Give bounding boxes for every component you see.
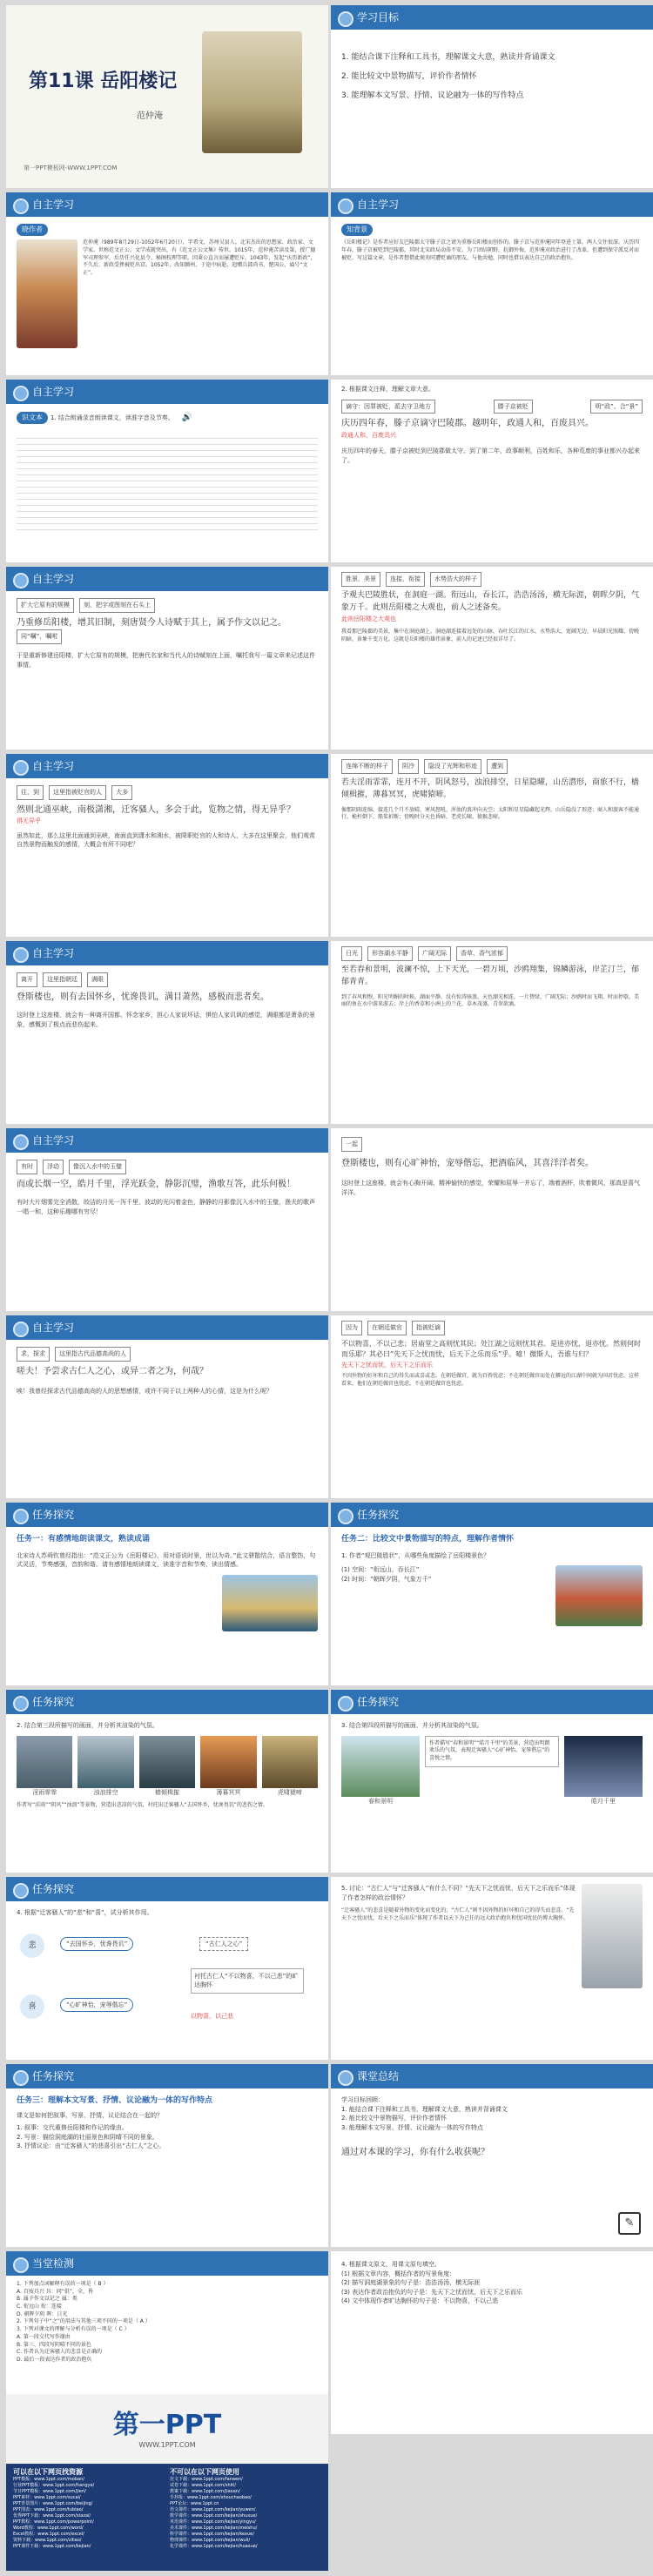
- scene-picture: [262, 1736, 318, 1788]
- slide-para1: [331, 380, 653, 562]
- slide-para5b: [331, 1315, 653, 1498]
- quiz-line: (3) 表达作者政治抱负的句子是：先天下之忧而忧，后天下之乐而乐: [341, 2288, 523, 2296]
- slide-header: 自主学习: [6, 192, 328, 217]
- restricted-link[interactable]: 范文下载：www.1ppt.com/fanwen/: [170, 2477, 243, 2482]
- author-portrait: [17, 239, 77, 348]
- restricted-link[interactable]: 物理课件：www.1ppt.com/kejian/wuli/: [170, 2538, 251, 2543]
- scene-picture: [139, 1736, 195, 1788]
- slide-para4c: [331, 1128, 653, 1311]
- analysis: 作者描写“春和景明”“皓月千里”的美景，营造出明朗欢乐的气氛，表现迁客骚人“心旷神怡，宠辱偕忘”的喜悦之情。: [425, 1736, 559, 1767]
- translation: 唉！我曾经探求古代品德高尚的人的思想感情，或许不同于以上两种人的心情，这是为什么呢？: [17, 1388, 273, 1396]
- source-sentence: 然则北通巫峡，南极潇湘，迁客骚人，多会于此，览物之情，得无异乎？: [17, 804, 295, 815]
- tower-painting: [202, 31, 302, 153]
- restricted-link[interactable]: 数学课件：www.1ppt.com/kejian/shuxue/: [170, 2513, 258, 2519]
- note-box: 满眼: [87, 972, 108, 987]
- slide-header: 任务探究: [6, 1877, 328, 1901]
- note-box: 大多: [111, 785, 132, 800]
- resource-link[interactable]: Word教程：www.1ppt.com/word/: [13, 2526, 84, 2531]
- reading-hint: 1. 结合朗诵录音朗读课文，读准字音及节奏。: [50, 414, 174, 421]
- note-box: 在朝廷做官: [367, 1321, 407, 1335]
- restricted-link[interactable]: 美术课件：www.1ppt.com/kejian/meishu/: [170, 2526, 258, 2531]
- node-happy: 喜: [20, 1994, 44, 2019]
- restricted-link[interactable]: PPT论坛：www.1ppt.cn: [170, 2501, 219, 2506]
- slide-author: [6, 192, 328, 375]
- slide-goals: [331, 5, 653, 188]
- resource-link[interactable]: PPT图表：www.1ppt.com/tubiao/: [13, 2507, 84, 2512]
- slide-header: 自主学习: [331, 192, 653, 217]
- translation: 这时登上这座楼，就会有一种离开国都、怀念家乡，担心人家说坏话、惧怕人家讥讽的感觉，满眼都是萧条的景象，感慨到了极点而悲伤起来。: [17, 1012, 315, 1028]
- scene-caption: 皓月千里: [591, 1797, 616, 1805]
- slide-emotion-map: [6, 1877, 328, 2060]
- happy-quote: “心旷神怡，宠辱偕忘”: [60, 1998, 133, 2013]
- slide-header: 任务探究: [331, 1503, 653, 1527]
- translation: 到了春风和煦、阳光明媚的时候，湖面平静，没有惊涛骇浪，天色湖光相连，一片碧绿，广阔无际；沙鸥时而飞翔，时而停歇，美丽的鱼在水中游来游去；岸上的香草和小洲上的兰花，草木茂盛，青翠欲滴。: [341, 993, 640, 1008]
- side-note: 衬托古仁人“不以物喜，不以己悲”的旷达胸怀: [191, 1968, 304, 1994]
- task-title: 任务三：理解本文写景、抒情、议论融为一体的写作特点: [17, 2096, 213, 2105]
- quiz-line: A. 第一段交代写作缘由: [17, 2333, 71, 2340]
- right-links-title: 不可以在以下网页使用: [170, 2468, 239, 2476]
- note-box: 刻，把字或图刻在石头上: [79, 598, 155, 613]
- author-name: 范仲淹: [137, 111, 163, 121]
- slide-header: 任务探究: [331, 1690, 653, 1714]
- lead: 学习目标回顾：: [341, 2096, 384, 2103]
- restricted-link[interactable]: 试卷下载：www.1ppt.com/shiti/: [170, 2483, 237, 2488]
- quiz-line: D. 朝晖夕阴 晖：日光: [17, 2310, 68, 2317]
- source-sentence: 予观夫巴陵胜状，在洞庭一湖。衔远山，吞长江，浩浩汤汤，横无际涯，朝晖夕阴，气象万千。此则岳阳楼之大观也，前人之述备矣。: [341, 590, 640, 612]
- source-sentence: 不以物喜，不以己悲；居庙堂之高则忧其民；处江湖之远则忧其君。是进亦忧，退亦忧。然则何时而乐耶？其必曰“先天下之忧而忧，后天下之乐而乐”乎。噫！微斯人，吾谁与归？: [341, 1339, 641, 1359]
- resource-link[interactable]: PPT素材：www.1ppt.com/sucai/: [13, 2495, 81, 2500]
- scene-caption: 浊浪排空: [93, 1788, 118, 1796]
- hint: 2. 结合第三段所描写的画面，并分析其渲染的气氛。: [17, 1722, 158, 1729]
- resource-link[interactable]: PPT教程：www.1ppt.com/powerpoint/: [13, 2519, 94, 2525]
- note-box: 广阔无际: [418, 946, 451, 961]
- scene-picture: [341, 1736, 420, 1797]
- slide-para3: [331, 754, 653, 937]
- tower-picture: [555, 1565, 643, 1626]
- quiz-line: 4. 根据课文原文，用课文原句填空。: [341, 2261, 441, 2268]
- slide-header: 任务探究: [6, 1690, 328, 1714]
- source-sentence: 至若春和景明，波澜不惊，上下天光，一碧万顷，沙鸥翔集，锦鳞游泳，岸芷汀兰，郁郁青青。: [341, 965, 640, 986]
- background-text: 《岳阳楼记》是作者应好友巴陵郡太守滕子京之请为重修岳阳楼而创作的。滕子京与范仲淹同年登进士第，两人交往很深。庆历四年春，滕子京被贬到巴陵郡，其时北宋政局动荡不安。为了团结朝野，抗御外侮，范仲淹对政治进行了改革，但遭到保守派反对而被贬。写这篇文章，是作者想借此规劝同遭贬谪的朋友，与他共勉，同时也借以表达自己的政治抱负。: [341, 239, 640, 261]
- section-label: 晓作者: [17, 224, 48, 236]
- quiz-line: (4) 文中体现作者旷达胸怀的句子是：不以物喜，不以己悲: [341, 2297, 499, 2304]
- scene-picture: [564, 1736, 643, 1797]
- sad-quote: “去国怀乡，忧谗畏讥”: [60, 1937, 133, 1952]
- slide-header: 任务探究: [6, 2064, 328, 2088]
- source-sentence: 若夫淫雨霏霏，连月不开，阴风怒号，浊浪排空，日星隐曜，山岳潜形，商旅不行，樯倾楫摧，薄暮冥冥，虎啸猿啼。: [341, 777, 640, 799]
- note-box: 阴冷: [398, 759, 419, 774]
- goal-item: 2. 能比较文中景物描写，评价作者情怀: [341, 71, 477, 81]
- scholar-picture: [582, 1884, 643, 1988]
- restricted-link[interactable]: 语文课件：www.1ppt.com/kejian/yuwen/: [170, 2507, 256, 2512]
- note-box: 形容湖水平静: [367, 946, 413, 961]
- answer-item: 2. 写景：描绘洞庭湖的壮丽景色和阴晴不同的景象。: [17, 2133, 158, 2141]
- slide-footer: [6, 2394, 328, 2571]
- quiz-line: (2) 描写洞庭湖景象的句子是：浩浩汤汤，横无际涯: [341, 2279, 481, 2286]
- goal-item: 2. 能比较文中景物描写，评价作者情怀: [341, 2115, 447, 2122]
- task-question: 课文是如何把叙事、写景、抒情、议论结合在一起的？: [17, 2111, 163, 2119]
- answer-item: 3. 抒情议论：由“迁客骚人”的悲喜引出“古仁人”之心。: [17, 2142, 165, 2150]
- slide-header: 自主学习: [6, 380, 328, 404]
- highlight: 先天下之忧而忧，后天下之乐而乐: [341, 1361, 433, 1369]
- goal-item: 3. 能理解本文写景、抒情、议论融为一体的写作特点: [341, 2123, 483, 2131]
- slide-header: 学习目标: [331, 5, 653, 30]
- restricted-link[interactable]: 化学课件：www.1ppt.com/kejian/huaxue/: [170, 2544, 258, 2549]
- slide-header: 课堂总结: [331, 2064, 653, 2088]
- page-title: 第11课 岳阳楼记: [29, 71, 178, 92]
- slide-task2: [331, 1503, 653, 1685]
- resource-link[interactable]: PPT模板：www.1ppt.com/moban/: [13, 2477, 84, 2482]
- resource-link[interactable]: Excel教程：www.1ppt.com/excel/: [13, 2532, 84, 2537]
- slide-summary: [331, 2064, 653, 2247]
- slide-quiz2: [331, 2251, 653, 2434]
- quiz-line: (1) 根据文章内容，概括作者的写景角度：: [341, 2270, 456, 2277]
- highlight: 此则岳阳楼之大观也: [341, 615, 396, 622]
- slide-header: 自主学习: [6, 1315, 328, 1340]
- translation: 有时大片烟雾完全消散，皎洁的月光一泻千里，波动的光闪着金色，静静的月影像沉入水中的玉璧，渔夫的歌声一唱一和，这种乐趣哪有穷尽！: [17, 1199, 315, 1215]
- goal-item: 1. 能结合课下注释和工具书，理解课文大意，熟读并背诵课文: [341, 53, 555, 62]
- slide-task1: [6, 1503, 328, 1685]
- restricted-link[interactable]: 教案下载：www.1ppt.com/jiaoan/: [170, 2489, 240, 2494]
- quiz-line: B. 属予作文以记之 属：类: [17, 2296, 77, 2303]
- note-box: 香草，香气浓郁: [456, 946, 508, 961]
- translation: 于是重新修建岳阳楼，扩大它原有的规模，把唐代名家和当代人的诗赋刻在上面，嘱托我写一篇文章来记述这件事情。: [17, 652, 315, 669]
- scene-caption: 淫雨霏霏: [32, 1788, 57, 1796]
- quiz-line: A. 百废具兴 具：同“俱”，全，皆: [17, 2288, 93, 2295]
- slide-para4: [331, 941, 653, 1124]
- resource-link[interactable]: PPT课件下载：www.1ppt.com/kejian/: [13, 2544, 91, 2549]
- resource-link[interactable]: PPT背景图片：www.1ppt.com/beijing/: [13, 2501, 93, 2506]
- note-box: 求，探求: [17, 1347, 50, 1362]
- ancient-heart: “古仁人之心”: [199, 1937, 248, 1952]
- goal-item: 1. 能结合课下注释和工具书，理解课文大意，熟读并背诵课文: [341, 2105, 508, 2113]
- slide-background: [331, 192, 653, 375]
- highlight: 得无异乎: [17, 817, 41, 825]
- resource-link[interactable]: 优秀PPT下载：www.1ppt.com/xiazai/: [13, 2513, 91, 2519]
- conclusion: 以物喜，以己悲: [191, 2012, 233, 2020]
- highlight: 政通人和，百废具兴: [341, 431, 396, 439]
- landscape-picture: [222, 1575, 318, 1631]
- source-sentence: 登斯楼也，则有心旷神怡，宠辱偕忘，把酒临风，其喜洋洋者矣。: [341, 1158, 594, 1168]
- note-box: 隐没了光辉和形迹: [424, 759, 481, 774]
- author-intro: 范仲淹（989年8月29日-1052年6月20日），字希文，苏州吴县人。北宋杰出的思想家、政治家、文学家。世称范文正公。文学成就突出，有《范文正公文集》传世。1015年，范仲淹苦读及第，授广德军司理参军，后历任兴化县令、秘阁校理等职。因秉公直言而屡遭贬斥。1043年，发起“庆历新政”，不久后，新政受挫被贬出京。1052年，改知颍州，于途中病逝，追赠兵部尚书、楚国公，谥号“文正”。: [83, 239, 316, 277]
- scene-picture: [200, 1736, 256, 1788]
- hint: 2. 根据课文注释，理解文章大意。: [341, 386, 434, 393]
- task-title: 任务一：有感情地朗读课文，熟读成诵: [17, 1535, 151, 1544]
- translation: 这时登上这座楼，就会有心胸开阔、精神愉快的感觉，荣耀和屈辱一并忘了，端着酒杯，吹着微风，那真是喜气洋洋。: [341, 1180, 640, 1196]
- quiz-line: 1. 下列加点词解释有误的一项是（ B ）: [17, 2281, 109, 2287]
- resource-link[interactable]: 节日PPT模板：www.1ppt.com/jieri/: [13, 2489, 86, 2494]
- source-sentence: 乃重修岳阳楼，增其旧制，刻唐贤今人诗赋于其上，属予作文以记之。: [17, 617, 286, 628]
- restricted-link[interactable]: 手抄报：www.1ppt.com/shouchaobao/: [170, 2495, 252, 2500]
- note-box: 连接，衔接: [386, 572, 425, 587]
- note-box: 浮动: [43, 1160, 64, 1174]
- quiz-line: C. 作者认为迁客骚人的悲喜是正确的: [17, 2349, 103, 2356]
- scene-caption: 虎啸猿啼: [277, 1788, 302, 1796]
- source-sentence: 嗟夫！予尝求古仁人之心，或异二者之为，何哉？: [17, 1366, 208, 1376]
- slide-scenes-sad: [6, 1690, 328, 1873]
- note-box: 连绵不断的样子: [341, 759, 393, 774]
- slide-para3b: [6, 941, 328, 1124]
- quiz-line: 2. 下列句子中“之”的用法与其他三项不同的一项是（ A ）: [17, 2318, 151, 2325]
- note-box: 像沉入水中的玉璧: [69, 1160, 126, 1174]
- slide-reading: [6, 380, 328, 562]
- note-box: 这里指被贬官的人: [49, 785, 106, 800]
- note-box: 明“政”、合“景”: [590, 400, 643, 414]
- text-lines-placeholder: [17, 433, 318, 535]
- source-sentence: 庆历四年春，滕子京谪守巴陵郡。越明年，政通人和，百废具兴。: [341, 419, 594, 429]
- closing-question: 通过对本课的学习，你有什么收获呢？: [341, 2148, 489, 2157]
- section-label: 知背景: [341, 224, 373, 236]
- slide-para2b: [6, 754, 328, 937]
- note-box: 因为: [341, 1321, 362, 1335]
- scene-caption: 薄暮冥冥: [216, 1788, 241, 1796]
- note-box: 胜景，美景: [341, 572, 380, 587]
- quiz-line: D. 最后一段表达作者的政治抱负: [17, 2356, 92, 2363]
- site-mark: 第一PPT模板网-WWW.1PPT.COM: [24, 165, 118, 172]
- note-box: 有时: [17, 1160, 37, 1174]
- restricted-link[interactable]: 科学课件：www.1ppt.com/kejian/kexue/: [170, 2532, 254, 2537]
- note-box: 水势浩大的样子: [430, 572, 481, 587]
- translation: 不因外物的好坏和自己的得失而或喜或悲。在朝廷做官，就为百姓忧虑；不在朝廷做官而处在僻远的江湖中间就为国君忧虑。这样看来，他们在朝廷做官也忧虑，不在朝廷做官也忧虑。: [341, 1373, 640, 1387]
- slide-header: 自主学习: [6, 941, 328, 965]
- task-title: 任务二：比较文中景物描写的特点，理解作者情怀: [341, 1535, 515, 1544]
- slide-header: 自主学习: [6, 1128, 328, 1153]
- quiz-line: B. 第三、四段写阴晴不同的景色: [17, 2341, 91, 2348]
- slide-para1b: [6, 567, 328, 750]
- answer-text: “迁客骚人”的悲喜是随着外物的变化而变化的；“古仁人”则不因外物的好坏和自己的得失而悲喜。“先天下之忧而忧，后天下之乐而乐”体现了作者以天下为己任的远大政治抱负和忧国忧民的博大胸怀。: [341, 1907, 575, 1921]
- speaker-icon[interactable]: 🔊: [181, 413, 193, 422]
- note-box: 遭到: [487, 759, 508, 774]
- slide-task3: [6, 2064, 328, 2247]
- brand-logo: 第一PPT: [112, 2410, 222, 2440]
- slide-header: 自主学习: [6, 754, 328, 778]
- slide-header: 当堂检测: [6, 2251, 328, 2276]
- translation: 我看那巴陵郡的美景，集中在洞庭湖上。洞庭湖连接着远处的山脉，吞吐长江的江水，水势浩大，宽阔无边，早晨阳光照耀，傍晚阴暗，景象千变万化。这就是岳阳楼的雄伟景象，前人的记述已经很详尽了。: [341, 629, 640, 642]
- answer-item: (1) 空间：“衔远山，吞长江”: [341, 1566, 420, 1574]
- translation: 像那阴雨连绵，接连几个月不放晴，寒风怒吼，浑浊的浪冲向天空；太阳和星星隐藏起光辉，山岳隐没了形迹；商人和旅客不能通行，桅杆倒下，船桨折断；傍晚时分天色昏暗，老虎长啸，猿猴悲啼。: [341, 806, 640, 821]
- note-box: 一起: [341, 1137, 362, 1152]
- section-label: 识文本: [17, 412, 48, 424]
- hint: 3. 结合第四段所描写的画面，并分析其渲染的气氛。: [341, 1722, 483, 1729]
- note-box: 日光: [341, 946, 362, 961]
- source-sentence: 登斯楼也，则有去国怀乡，忧谗畏讥，满目萧然，感极而悲者矣。: [17, 992, 269, 1002]
- quiz-line: 3. 下列对课文的理解与分析有误的一项是（ C ）: [17, 2326, 130, 2333]
- translation: 虽然如此，那么这里北面通到巫峡，南面直到潇水和湘水，被降职贬官的人和诗人，大多在这里聚会，他们观赏自然景物而触发的感情，大概会有所不同吧？: [17, 831, 315, 849]
- scene-picture: [77, 1736, 133, 1788]
- resource-link[interactable]: 行业PPT模板：www.1ppt.com/hangye/: [13, 2483, 95, 2488]
- slide-discussion: [331, 1877, 653, 2060]
- edit-icon[interactable]: ✎: [618, 2212, 641, 2235]
- note-box: 这里指朝廷: [43, 972, 82, 987]
- source-sentence: 而或长烟一空，皓月千里，浮光跃金，静影沉璧，渔歌互答，此乐何极！: [17, 1179, 295, 1189]
- note-box: 往，到: [17, 785, 44, 800]
- hint: 4. 根据“迁客骚人”的“悲”和“喜”，试分析其作用。: [17, 1909, 153, 1916]
- resource-link[interactable]: 资料下载：www.1ppt.com/ziliao/: [13, 2538, 82, 2543]
- brand-url: WWW.1PPT.COM: [138, 2441, 196, 2449]
- restricted-link[interactable]: 英语课件：www.1ppt.com/kejian/yingyu/: [170, 2519, 256, 2525]
- links-panel: [6, 2464, 328, 2571]
- question: 1. 作者“观巴陵胜状”，从哪些角度描绘了岳阳楼景色？: [341, 1551, 490, 1559]
- goal-item: 3. 能理解本文写景、抒情、议论融为一体的写作特点: [341, 91, 524, 100]
- scene-caption: 春和景明: [368, 1797, 393, 1805]
- note-box: 谪守：因罪被贬，派去守卫地方: [341, 400, 435, 414]
- slide-title: [6, 5, 328, 188]
- slide-para2: [331, 567, 653, 750]
- answer-item: (2) 时间：“朝晖夕阴，气象万千”: [341, 1575, 432, 1583]
- node-sad: 悲: [20, 1934, 44, 1958]
- scene-caption: 樯倾楫摧: [155, 1788, 180, 1796]
- slide-scenes-happy: [331, 1690, 653, 1873]
- slide-header: 任务探究: [6, 1503, 328, 1527]
- note-box: 滕子京被贬: [494, 400, 533, 414]
- task-text: 北宋诗人苏舜钦曾经指出：“范文正公为《岳阳楼记》，用对语说时景，世以为奇。”此文骈散结合，语言整饬，句式灵活，节奏感强，音韵和谐。请有感情地朗读课文，读准字音和节奏，读出情感。: [17, 1551, 316, 1569]
- note-box: 扩大它原有的规模: [17, 598, 74, 613]
- answer-item: 1. 叙事：交代重修岳阳楼和作记的缘由。: [17, 2124, 128, 2132]
- slide-header: 自主学习: [6, 567, 328, 591]
- scene-picture: [17, 1736, 72, 1788]
- note-box: 同“嘱”，嘱咐: [17, 629, 62, 644]
- note-box: 离开: [17, 972, 37, 987]
- slide-para4b: [6, 1128, 328, 1311]
- summary: 作者写“淫雨”“阴风”“浊浪”等景物，营造出悲凉的气氛，衬托出迁客骚人“去国怀乡，忧谗畏讥”的悲伤之情。: [17, 1802, 268, 1809]
- quiz-line: C. 衔远山 衔：连接: [17, 2304, 62, 2310]
- note-box: 指被贬谪: [412, 1321, 445, 1335]
- slide-para5: [6, 1315, 328, 1498]
- translation: 庆历四年的春天，滕子京被贬到巴陵郡做太守。到了第二年，政事顺利，百姓和乐，各种荒废的事业都兴办起来了。: [341, 447, 640, 464]
- note-box: 这里指古代品德高尚的人: [55, 1347, 131, 1362]
- hint: 5. 讨论：“古仁人”与“迁客骚人”有什么不同？“先天下之忧而忧，后天下之乐而乐”体现了作者怎样的政治情怀？: [341, 1885, 576, 1901]
- left-links-title: 可以在以下网页找资源: [13, 2468, 83, 2476]
